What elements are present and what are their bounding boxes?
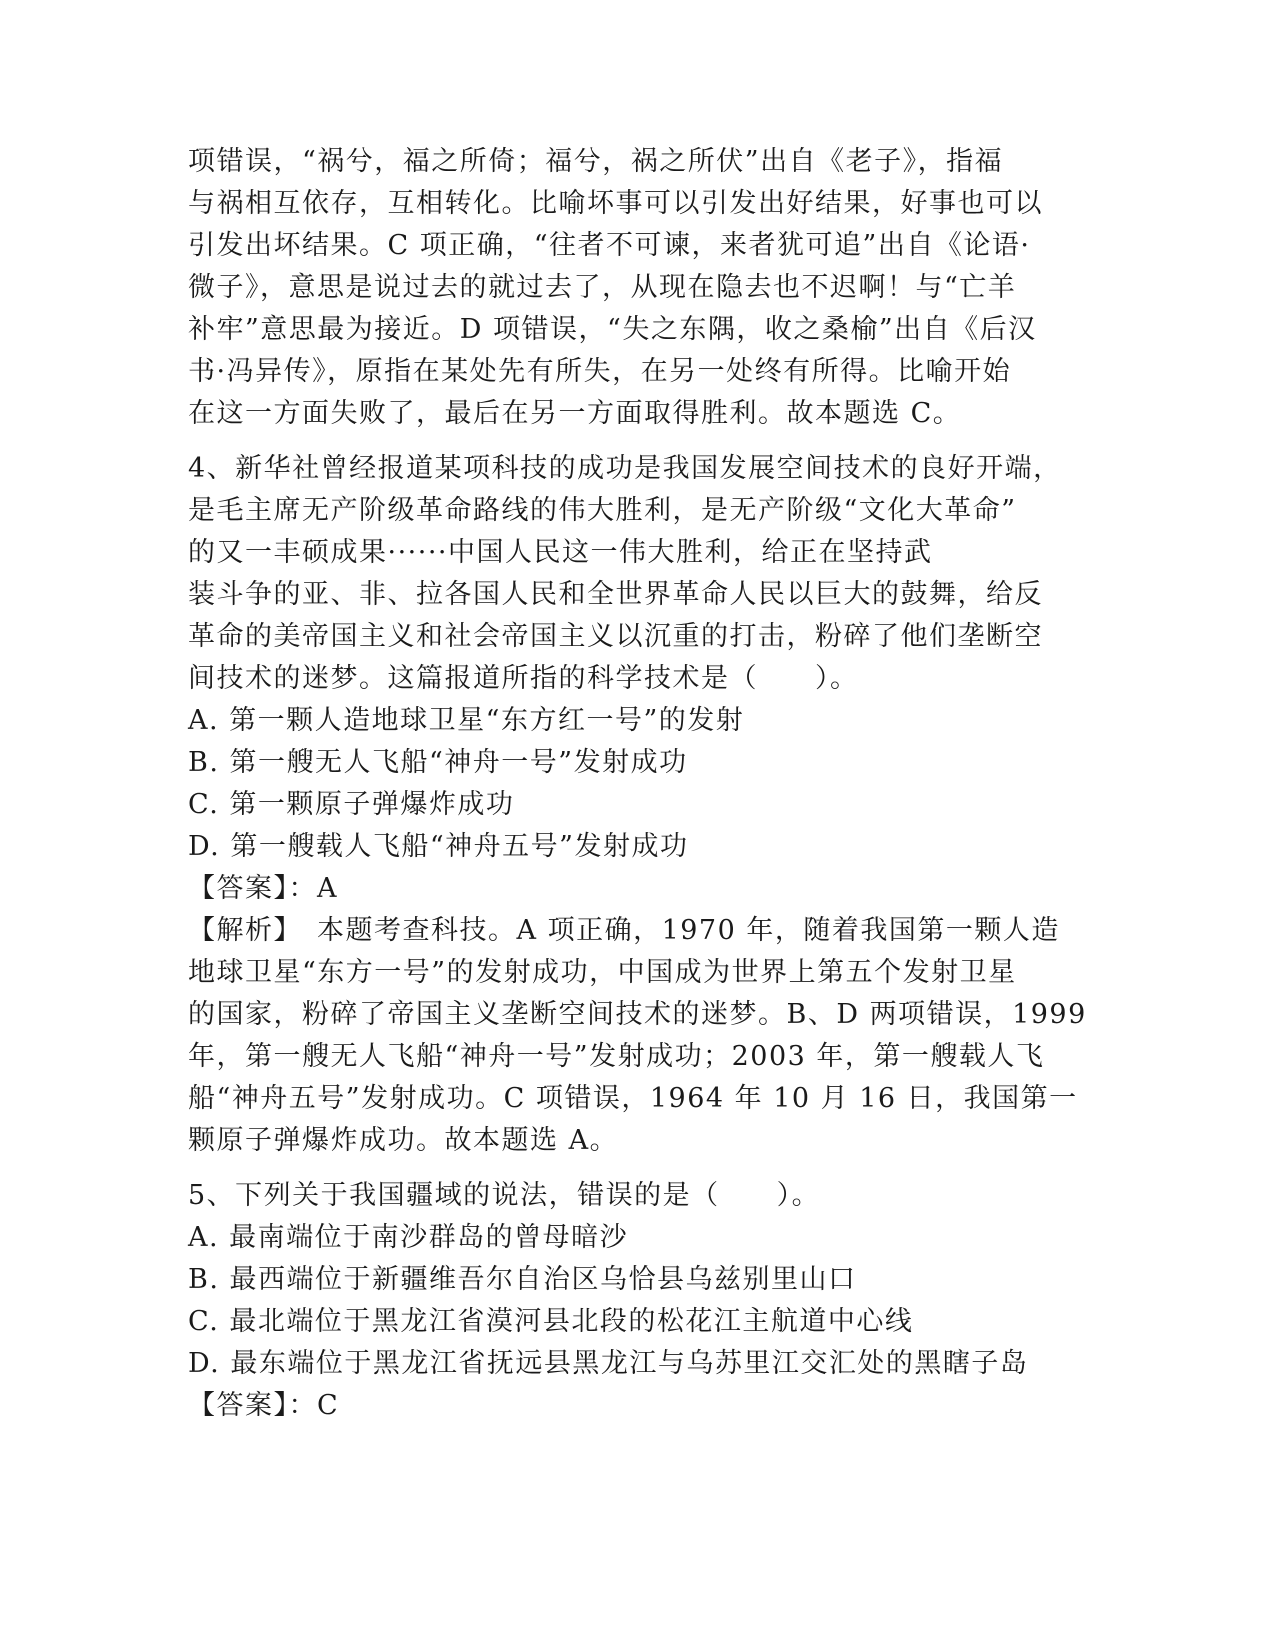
- text-line: 与祸相互依存，互相转化。比喻坏事可以引发出好结果，好事也可以: [188, 188, 1043, 219]
- explanation-line: 【解析】 本题考查科技。A 项正确，1970 年，随着我国第一颗人造: [188, 915, 1060, 946]
- explanation-line: 年，第一艘无人飞船“神舟一号”发射成功；2003 年，第一艘载人飞: [188, 1041, 1045, 1072]
- text-line: 项错误，“祸兮，福之所倚；福兮，祸之所伏”出自《老子》，指福: [188, 146, 1004, 177]
- question-stem-line: 4、新华社曾经报道某项科技的成功是我国发展空间技术的良好开端，: [188, 453, 1062, 484]
- option-c: C. 最北端位于黑龙江省漠河县北段的松花江主航道中心线: [188, 1306, 914, 1337]
- question-stem-line: 是毛主席无产阶级革命路线的伟大胜利，是无产阶级“文化大革命”: [188, 495, 1017, 526]
- option-b: B. 第一艘无人飞船“神舟一号”发射成功: [188, 747, 688, 778]
- option-d: D. 最东端位于黑龙江省抚远县黑龙江与乌苏里江交汇处的黑瞎子岛: [188, 1348, 1029, 1379]
- text-line: 微子》，意思是说过去的就过去了，从现在隐去也不迟啊！与“亡羊: [188, 272, 1017, 303]
- option-a: A. 最南端位于南沙群岛的曾母暗沙: [188, 1222, 629, 1253]
- question-stem-line: 间技术的迷梦。这篇报道所指的科学技术是（ ）。: [188, 663, 859, 694]
- text-line: 书·冯异传》，原指在某处先有所失，在另一处终有所得。比喻开始: [188, 356, 1012, 387]
- question-stem-line: 5、下列关于我国疆域的说法，错误的是（ ）。: [188, 1180, 821, 1211]
- text-line: 引发出坏结果。C 项正确，“往者不可谏，来者犹可追”出自《论语·: [188, 230, 1031, 261]
- option-d: D. 第一艘载人飞船“神舟五号”发射成功: [188, 831, 689, 862]
- explanation-line: 的国家，粉碎了帝国主义垄断空间技术的迷梦。B、D 两项错误，1999: [188, 999, 1087, 1030]
- question-stem-line: 的又一丰硕成果······中国人民这一伟大胜利，给正在坚持武: [188, 537, 933, 568]
- explanation-line: 地球卫星“东方一号”的发射成功，中国成为世界上第五个发射卫星: [188, 957, 1017, 988]
- explanation-line: 颗原子弹爆炸成功。故本题选 A。: [188, 1125, 619, 1156]
- question-stem-line: 装斗争的亚、非、拉各国人民和全世界革命人民以巨大的鼓舞，给反: [188, 579, 1043, 610]
- text-line: 补牢”意思最为接近。D 项错误，“失之东隅，收之桑榆”出自《后汉: [188, 314, 1037, 345]
- option-a: A. 第一颗人造地球卫星“东方红一号”的发射: [188, 705, 745, 736]
- explanation-line: 船“神舟五号”发射成功。C 项错误，1964 年 10 月 16 日，我国第一: [188, 1083, 1078, 1114]
- text-line: 在这一方面失败了，最后在另一方面取得胜利。故本题选 C。: [188, 398, 962, 429]
- option-c: C. 第一颗原子弹爆炸成功: [188, 789, 515, 820]
- answer-line: 【答案】：A: [188, 873, 338, 904]
- option-b: B. 最西端位于新疆维吾尔自治区乌恰县乌兹别里山口: [188, 1264, 857, 1295]
- answer-line: 【答案】：C: [188, 1390, 340, 1421]
- question-stem-line: 革命的美帝国主义和社会帝国主义以沉重的打击，粉碎了他们垄断空: [188, 621, 1043, 652]
